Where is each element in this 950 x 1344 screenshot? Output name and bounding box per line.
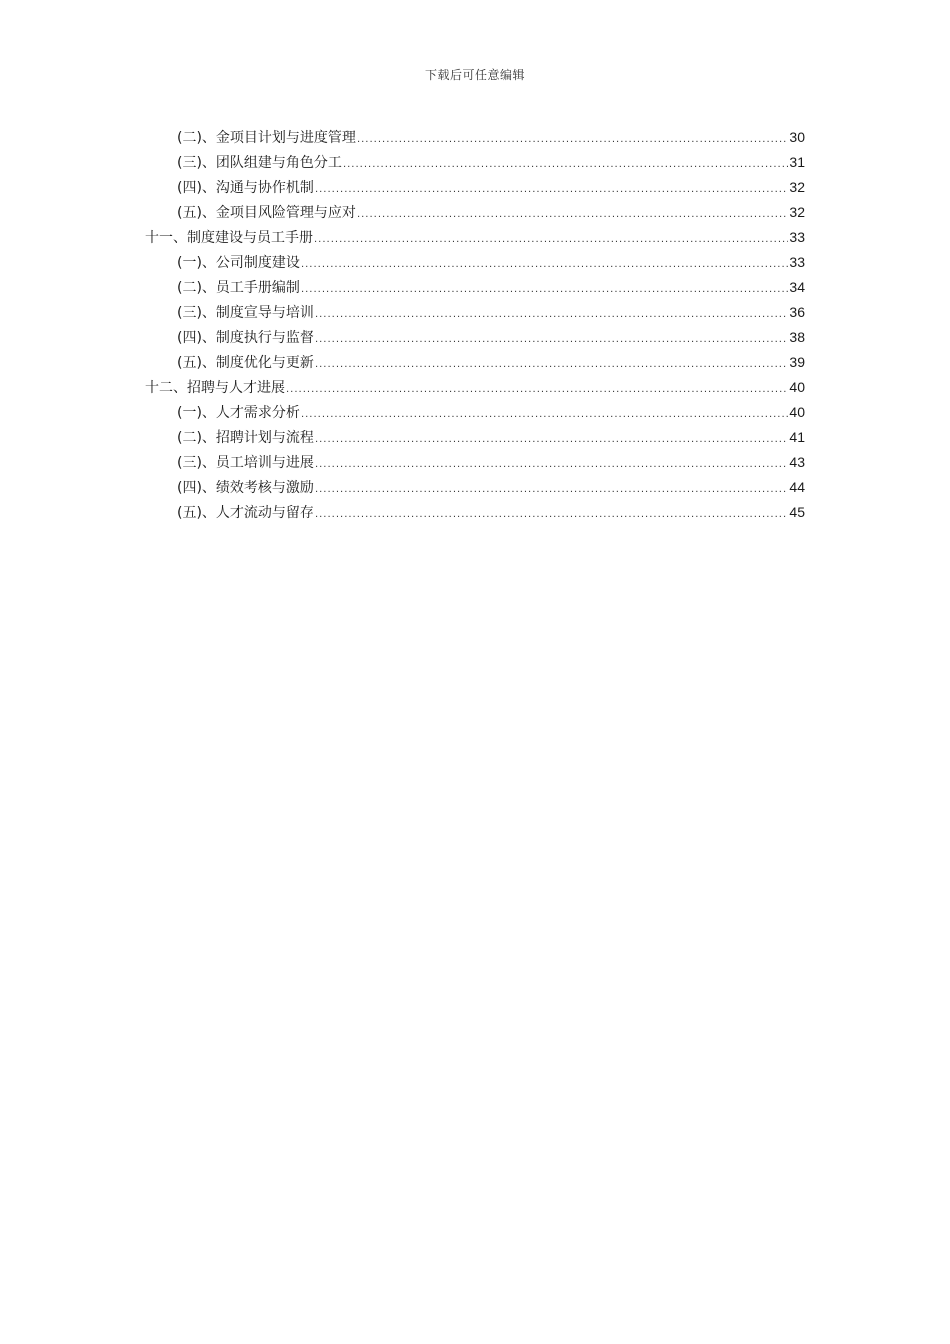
toc-entry-page: 44	[789, 479, 805, 495]
toc-entry-page: 41	[789, 429, 805, 445]
toc-entry-chapter[interactable]	[145, 376, 805, 398]
toc-entry-title: (四)、绩效考核与激励	[177, 480, 314, 496]
toc-entry-page: 40	[789, 379, 805, 395]
toc-entry-title: (四)、沟通与协作机制	[177, 180, 314, 196]
toc-entry-title: 十一、制度建设与员工手册	[145, 230, 313, 246]
toc-entry-title: (五)、制度优化与更新	[177, 355, 314, 371]
toc-entry-page: 31	[789, 154, 805, 170]
toc-leader-dots	[343, 154, 788, 176]
toc-leader-dots	[315, 429, 788, 451]
toc-entry-title: (三)、制度宣导与培训	[177, 305, 314, 321]
toc-entry-page: 43	[789, 454, 805, 470]
toc-entry-page: 30	[789, 129, 805, 145]
toc-leader-dots	[357, 129, 788, 151]
toc-entry[interactable]	[177, 426, 805, 448]
toc-leader-dots	[315, 479, 788, 501]
toc-leader-dots	[315, 304, 788, 326]
toc-entry-page: 33	[789, 229, 805, 245]
toc-entry-page: 40	[789, 404, 805, 420]
toc-entry[interactable]	[177, 151, 805, 173]
toc-entry-title: 十二、招聘与人才进展	[145, 380, 285, 396]
toc-entry-title: (三)、团队组建与角色分工	[177, 155, 342, 171]
toc-entry[interactable]	[177, 176, 805, 198]
toc-entry-page: 45	[789, 504, 805, 520]
toc-entry-page: 32	[789, 179, 805, 195]
toc-entry[interactable]	[177, 351, 805, 373]
toc-entry-page: 39	[789, 354, 805, 370]
toc-entry[interactable]	[177, 501, 805, 523]
toc-entry-title: (一)、人才需求分析	[177, 405, 300, 421]
toc-leader-dots	[357, 204, 788, 226]
toc-entry[interactable]	[177, 326, 805, 348]
toc-entry-title: (二)、金项目计划与进度管理	[177, 130, 356, 146]
toc-leader-dots	[315, 504, 788, 526]
toc-leader-dots	[315, 454, 788, 476]
toc-entry[interactable]	[177, 276, 805, 298]
toc-entry-page: 33	[789, 254, 805, 270]
toc-leader-dots	[301, 404, 788, 426]
toc-entry-title: (五)、人才流动与留存	[177, 505, 314, 521]
toc-entry-title: (二)、员工手册编制	[177, 280, 300, 296]
page-header: 下载后可任意编辑	[424, 68, 525, 82]
toc-entry-page: 38	[789, 329, 805, 345]
toc-leader-dots	[314, 229, 788, 251]
toc-entry-chapter[interactable]	[145, 226, 805, 248]
toc-entry[interactable]	[177, 251, 805, 273]
toc-entry[interactable]	[177, 451, 805, 473]
toc-entry-page: 34	[789, 279, 805, 295]
toc-entry-title: (五)、金项目风险管理与应对	[177, 205, 356, 221]
toc-entry-title: (二)、招聘计划与流程	[177, 430, 314, 446]
toc-entry[interactable]	[177, 301, 805, 323]
toc-entry-title: (三)、员工培训与进展	[177, 455, 314, 471]
toc-leader-dots	[315, 354, 788, 376]
toc-entry-title: (四)、制度执行与监督	[177, 330, 314, 346]
toc-entry-page: 32	[789, 204, 805, 220]
toc-entry[interactable]	[177, 201, 805, 223]
toc-leader-dots	[286, 379, 788, 401]
toc-leader-dots	[315, 179, 788, 201]
toc-entry[interactable]	[177, 126, 805, 148]
toc-leader-dots	[315, 329, 788, 351]
toc-entry-page: 36	[789, 304, 805, 320]
toc-entry-title: (一)、公司制度建设	[177, 255, 300, 271]
toc-leader-dots	[301, 254, 788, 276]
toc-leader-dots	[301, 279, 788, 301]
toc-entry[interactable]	[177, 476, 805, 498]
toc-entry[interactable]	[177, 401, 805, 423]
